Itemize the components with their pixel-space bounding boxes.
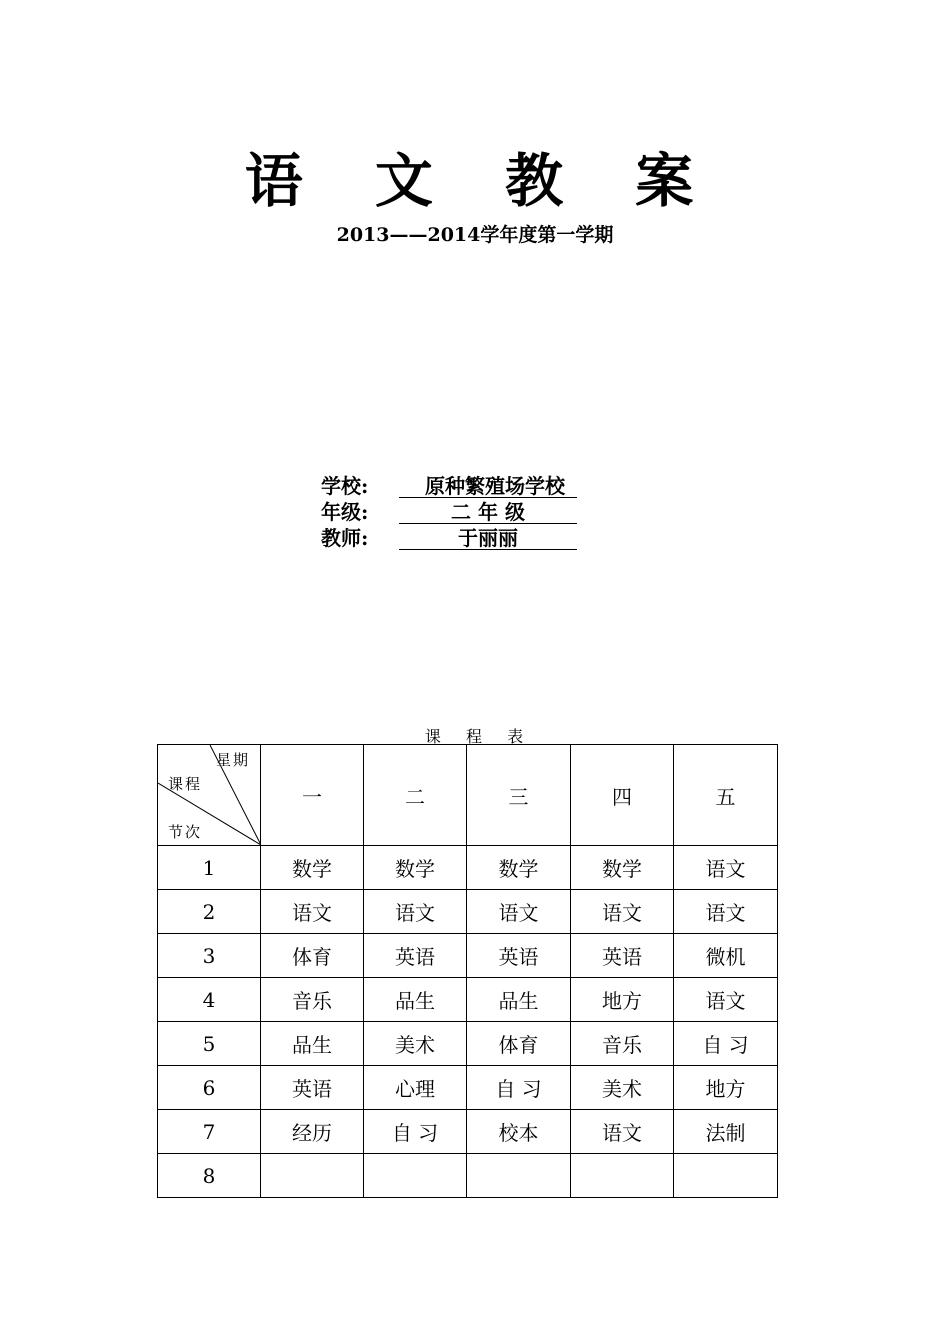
info-value-teacher: 于丽丽 (399, 527, 577, 550)
corner-label-course: 课程 (168, 775, 203, 793)
document-title: 语 文 教 案 (244, 147, 720, 215)
course-cell: 语文 (674, 978, 778, 1022)
schedule-table (157, 744, 778, 1198)
info-row-grade (321, 498, 577, 524)
day-header: 二 (364, 745, 467, 846)
course-cell: 体育 (467, 1022, 571, 1066)
course-cell (364, 1154, 467, 1198)
table-row (158, 1022, 778, 1066)
period-number: 3 (158, 934, 261, 978)
course-cell: 法制 (674, 1110, 778, 1154)
info-value-grade: 二 年 级 (399, 501, 577, 524)
period-number: 8 (158, 1154, 261, 1198)
period-number: 4 (158, 978, 261, 1022)
period-number: 1 (158, 846, 261, 890)
info-value-school: 原种繁殖场学校 (399, 475, 577, 498)
course-cell: 数学 (261, 846, 364, 890)
course-cell: 音乐 (261, 978, 364, 1022)
schedule-header-row (158, 745, 778, 846)
course-cell: 地方 (674, 1066, 778, 1110)
course-cell: 数学 (467, 846, 571, 890)
day-header: 三 (467, 745, 571, 846)
info-block (321, 472, 577, 550)
period-number: 7 (158, 1110, 261, 1154)
info-row-school (321, 472, 577, 498)
course-cell: 品生 (261, 1022, 364, 1066)
course-cell: 语文 (261, 890, 364, 934)
table-row (158, 1110, 778, 1154)
info-label: 年级: (321, 500, 369, 524)
schedule-corner-cell (158, 745, 261, 846)
course-cell: 自 习 (674, 1022, 778, 1066)
course-cell (571, 1154, 674, 1198)
course-cell: 品生 (467, 978, 571, 1022)
course-cell: 品生 (364, 978, 467, 1022)
course-cell: 经历 (261, 1110, 364, 1154)
corner-label-period: 节次 (168, 823, 203, 841)
day-header: 四 (571, 745, 674, 846)
course-cell (261, 1154, 364, 1198)
corner-label-week: 星期 (215, 751, 250, 769)
course-cell: 语文 (571, 1110, 674, 1154)
course-cell (674, 1154, 778, 1198)
table-row (158, 934, 778, 978)
course-cell: 自 习 (467, 1066, 571, 1110)
course-cell: 校本 (467, 1110, 571, 1154)
course-cell: 地方 (571, 978, 674, 1022)
course-cell: 英语 (467, 934, 571, 978)
course-cell: 英语 (261, 1066, 364, 1110)
course-cell: 语文 (364, 890, 467, 934)
info-label: 教师: (321, 526, 369, 550)
course-cell: 自 习 (364, 1110, 467, 1154)
schedule-caption: 课 程 表 (424, 727, 534, 746)
course-cell: 心理 (364, 1066, 467, 1110)
course-cell: 体育 (261, 934, 364, 978)
course-cell: 英语 (364, 934, 467, 978)
course-cell: 语文 (674, 846, 778, 890)
table-row (158, 1154, 778, 1198)
period-number: 5 (158, 1022, 261, 1066)
course-cell: 语文 (571, 890, 674, 934)
day-header: 一 (261, 745, 364, 846)
course-cell: 语文 (467, 890, 571, 934)
period-number: 6 (158, 1066, 261, 1110)
table-row (158, 846, 778, 890)
table-row (158, 890, 778, 934)
course-cell: 美术 (571, 1066, 674, 1110)
info-row-teacher (321, 524, 577, 550)
course-cell: 英语 (571, 934, 674, 978)
table-row (158, 1066, 778, 1110)
course-cell: 数学 (364, 846, 467, 890)
course-cell: 数学 (571, 846, 674, 890)
course-cell: 语文 (674, 890, 778, 934)
course-cell: 微机 (674, 934, 778, 978)
course-cell: 音乐 (571, 1022, 674, 1066)
table-row (158, 978, 778, 1022)
school-year-subtitle: 2013——2014学年度第一学期 (336, 224, 614, 246)
course-cell: 美术 (364, 1022, 467, 1066)
period-number: 2 (158, 890, 261, 934)
info-label: 学校: (321, 474, 369, 498)
day-header: 五 (674, 745, 778, 846)
course-cell (467, 1154, 571, 1198)
